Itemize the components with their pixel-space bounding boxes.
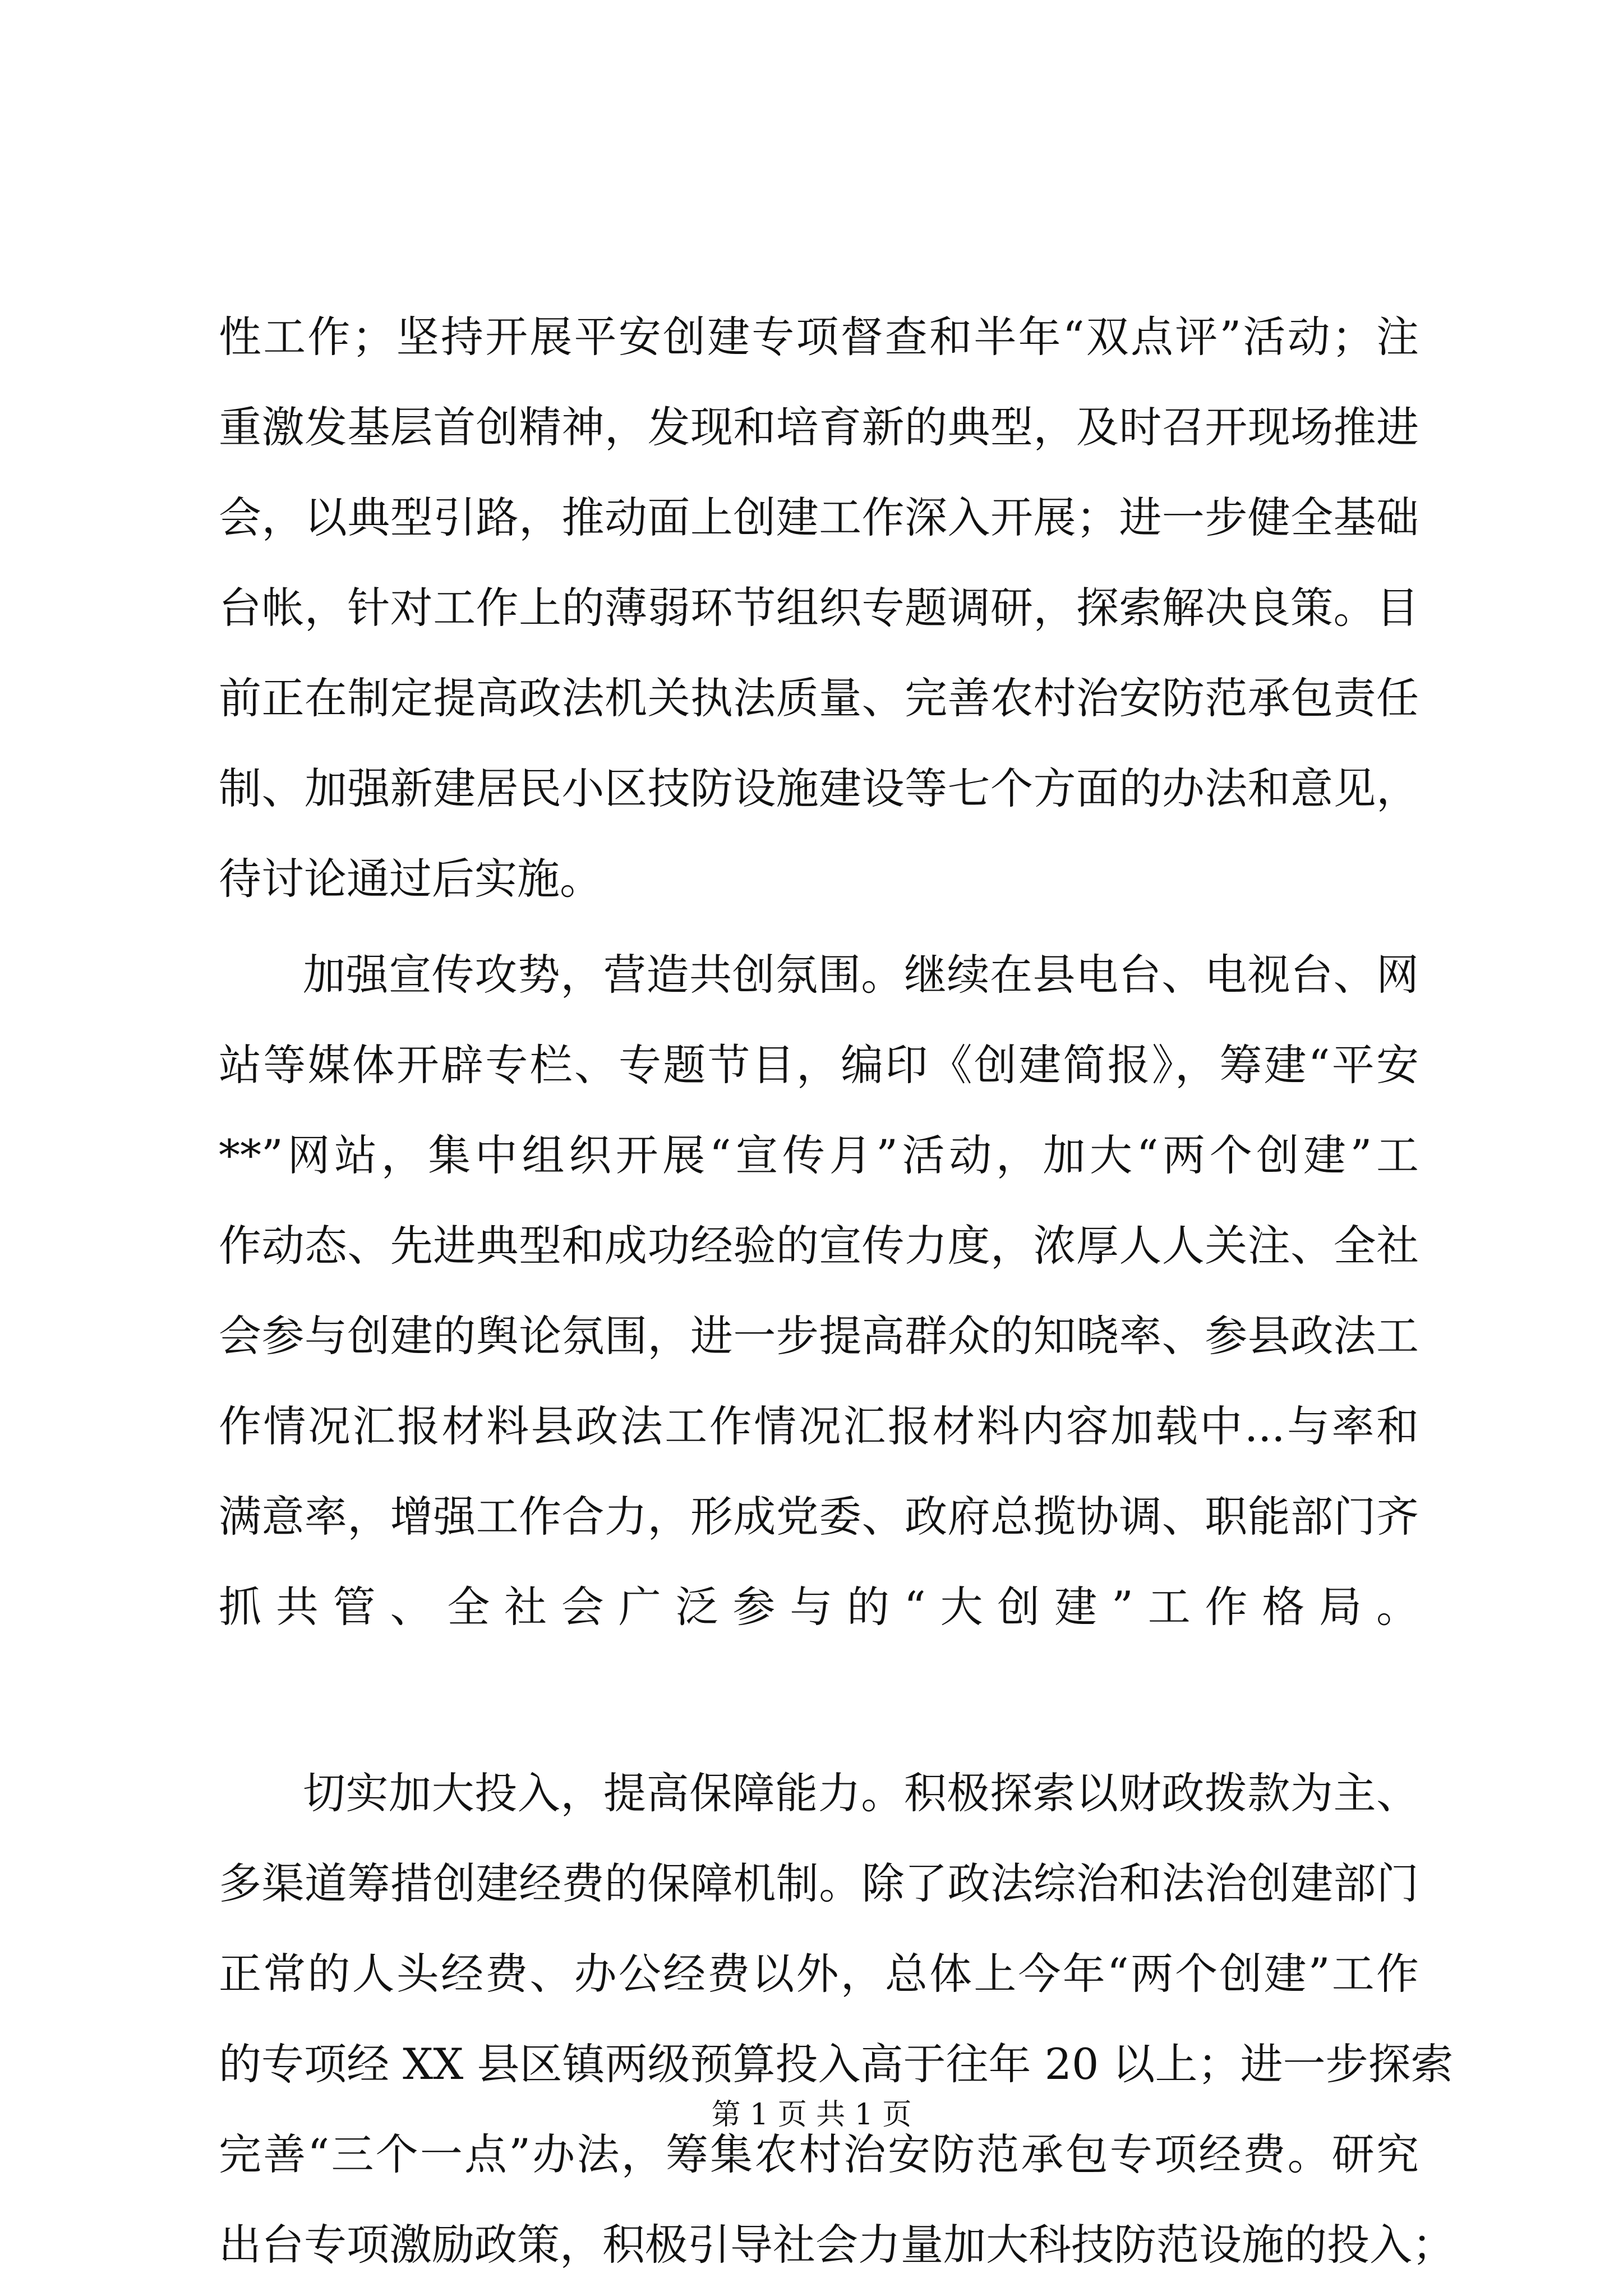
text-line: 出台专项激励政策，积极引导社会力量加大科技防范设施的投入； — [219, 2220, 1455, 2270]
text-line: 站等媒体开辟专栏、专题节目，编印《创建简报》，筹建“平安 — [219, 1040, 1419, 1090]
text-line: 作动态、先进典型和成功经验的宣传力度，浓厚人人关注、全社 — [219, 1221, 1419, 1271]
document-body — [219, 292, 1455, 2290]
text-line: 正常的人头经费、办公经费以外，总体上今年“两个创建”工作 — [219, 1949, 1419, 1999]
page-footer: 第 1 页 共 1 页 — [711, 2098, 912, 2132]
paragraph-first-line: 切实加大投入，提高保障能力。积极探索以财政拨款为主、 — [303, 1768, 1419, 1818]
text-line: 会参与创建的舆论氛围，进一步提高群众的知晓率、参县政法工 — [219, 1311, 1419, 1361]
paragraph-first-line: 加强宣传攻势，营造共创氛围。继续在县电台、电视台、网 — [303, 950, 1419, 1000]
text-line: 抓共管、全社会广泛参与的“大创建”工作格局。 — [219, 1582, 1419, 1632]
text-line: 多渠道筹措创建经费的保障机制。除了政法综治和法治创建部门 — [219, 1858, 1419, 1908]
text-line: 的专项经 XX 县区镇两级预算投入高于往年 20 以上；进一步探索 — [219, 2039, 1454, 2089]
text-line: 重激发基层首创精神，发现和培育新的典型，及时召开现场推进 — [219, 402, 1419, 452]
text-line: 性工作；坚持开展平安创建专项督查和半年“双点评”活动；注 — [219, 312, 1419, 362]
text-line: 会，以典型引路，推动面上创建工作深入开展；进一步健全基础 — [219, 493, 1419, 542]
text-line: 满意率，增强工作合力，形成党委、政府总揽协调、职能部门齐 — [219, 1492, 1419, 1542]
text-line: 作情况汇报材料县政法工作情况汇报材料内容加载中...与率和 — [219, 1401, 1419, 1451]
text-line: 待讨论通过后实施。 — [219, 854, 602, 904]
text-line: 前正在制定提高政法机关执法质量、完善农村治安防范承包责任 — [219, 673, 1419, 723]
text-line: 制、加强新建居民小区技防设施建设等七个方面的办法和意见， — [219, 763, 1419, 813]
text-line — [219, 1652, 1419, 1742]
text-line: 完善“三个一点”办法，筹集农村治安防范承包专项经费。研究 — [219, 2129, 1419, 2179]
text-line: **”网站，集中组织开展“宣传月”活动，加大“两个创建”工 — [219, 1130, 1419, 1180]
text-line: 台帐，针对工作上的薄弱环节组织专题调研，探索解决良策。目 — [219, 583, 1419, 633]
